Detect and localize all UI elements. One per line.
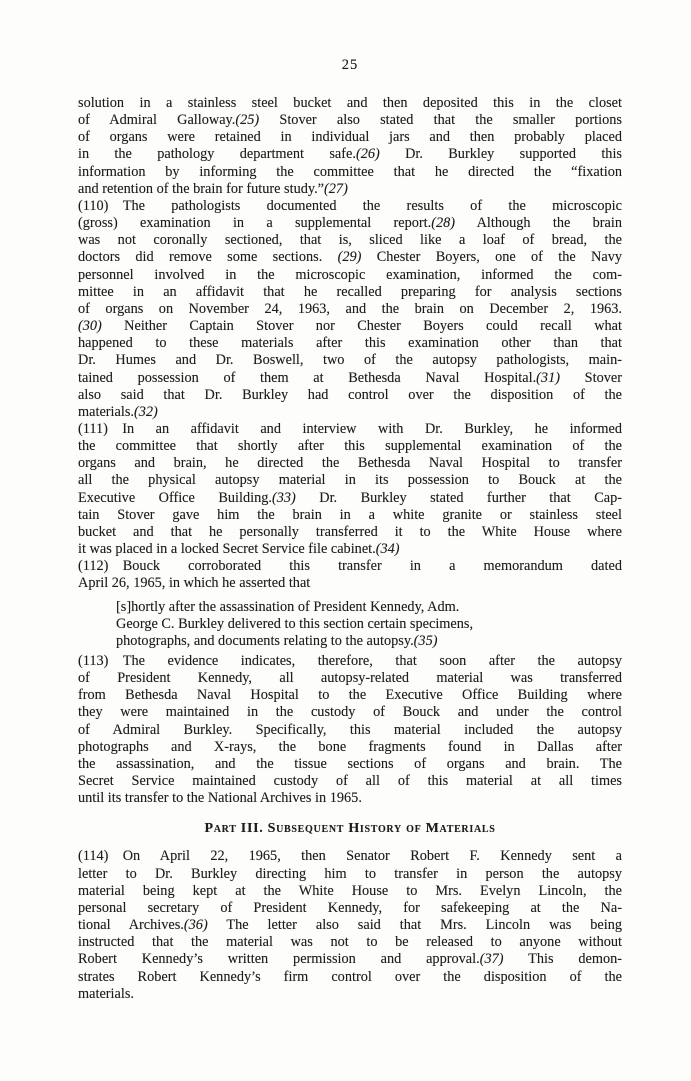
text-line: materials.	[78, 985, 134, 1002]
text-line: happened to these materials after this examination other than that	[78, 335, 622, 352]
text-line: materials.(32)	[78, 403, 158, 420]
citation-number: (36)	[183, 917, 208, 934]
citation-number: (32)	[133, 403, 158, 420]
text-line: (110) The pathologists documented the results of the microscopic	[78, 197, 622, 214]
text-line: letter to Dr. Burkley directing him to transfer in person the autopsy	[78, 865, 622, 882]
text-line: solution in a stainless steel bucket and then deposited this in the closet	[78, 95, 622, 111]
text-line: Executive Office Building.(33) Dr. Burkley stated further that Cap-	[78, 489, 622, 506]
text-line: (112) Bouck corroborated this transfer in a memorandum dated	[78, 558, 622, 575]
text-line: it was placed in a locked Secret Service file cabinet.(34)	[78, 541, 400, 558]
text-line: instructed that the material was not to be released to anyone without	[78, 934, 622, 951]
section-heading: Part III. Subsequent History of Materials	[204, 821, 496, 837]
text-line: was not coronally sectioned, that is, sliced like a loaf of bread, the	[78, 232, 622, 249]
text-line: of President Kennedy, all autopsy-related material was transferred	[78, 670, 622, 687]
block-quote	[78, 599, 622, 650]
text-line: strates Robert Kennedy’s firm control over the disposition of the	[78, 968, 622, 985]
text-line: from Bethesda Naval Hospital to the Executive Office Building where	[78, 687, 622, 704]
text-line: of Admiral Burkley. Specifically, this material included the autopsy	[78, 721, 622, 738]
text-line: doctors did remove some sections. (29) Chester Boyers, one of the Navy	[78, 249, 622, 266]
text-line: until its transfer to the National Archives in 1965.	[78, 790, 362, 807]
citation-number: (29)	[337, 249, 362, 266]
text-line: (113) The evidence indicates, therefore, that soon after the autopsy	[78, 653, 622, 669]
citation-number: (28)	[431, 215, 456, 232]
text-line: (30) Neither Captain Stover nor Chester Boyers could recall what	[78, 318, 622, 335]
text-line: photographs, and documents relating to the autopsy.(35)	[116, 632, 438, 649]
text-line: April 26, 1965, in which he asserted that	[78, 575, 311, 592]
text-line: organs and brain, he directed the Bethesda Naval Hospital to transfer	[78, 455, 622, 472]
text-line: personnel involved in the microscopic examination, informed the com-	[78, 266, 622, 283]
document-body	[78, 95, 622, 1003]
text-line: Robert Kennedy’s written permission and approval.(37) This demon-	[78, 951, 623, 968]
body-paragraph	[78, 848, 622, 1002]
text-line: tain Stover gave him the brain in a white granite or stainless steel	[78, 506, 622, 523]
text-line: (111) In an affidavit and interview with Dr. Burkley, he informed	[78, 420, 622, 437]
text-line: they were maintained in the custody of Bouck and under the control	[78, 704, 622, 721]
citation-number: (35)	[413, 632, 438, 649]
text-line: tional Archives.(36) The letter also said that Mrs. Lincoln was being	[78, 917, 622, 934]
body-paragraph	[78, 421, 622, 558]
text-line: photographs and X-rays, the bone fragments found in Dallas after	[78, 738, 622, 755]
text-line: and retention of the brain for future study.”(27)	[78, 180, 348, 197]
text-line: Secret Service maintained custody of all of this material at all times	[78, 773, 622, 790]
text-line: bucket and that he personally transferred it to the White House where	[78, 523, 622, 540]
text-line: Dr. Humes and Dr. Boswell, two of the autopsy pathologists, main-	[78, 352, 622, 369]
text-line: (gross) examination in a supplemental report.(28) Although the brain	[78, 215, 622, 232]
text-line: (114) On April 22, 1965, then Senator Robert F. Kennedy sent a	[78, 848, 622, 865]
text-line: also said that Dr. Burkley had control over the disposition of the	[78, 386, 622, 403]
citation-number: (30)	[78, 318, 102, 335]
text-line: personal secretary of President Kennedy, for safekeeping at the Na-	[78, 899, 622, 916]
text-line: material being kept at the White House to Mrs. Evelyn Lincoln, the	[78, 882, 622, 899]
citation-number: (25)	[235, 112, 260, 129]
body-paragraph	[78, 653, 622, 807]
text-line: tained possession of them at Bethesda Naval Hospital.(31) Stover	[78, 369, 622, 386]
text-line: the committee that shortly after this supplemental examination of the	[78, 438, 622, 455]
text-line: mittee in an affidavit that he recalled preparing for analysis sections	[78, 283, 622, 300]
citation-number: (31)	[536, 369, 560, 386]
text-line: of organs on November 24, 1963, and the brain on December 2, 1963.	[78, 300, 622, 317]
citation-number: (33)	[271, 489, 296, 506]
text-line: George C. Burkley delivered to this section certain specimens,	[116, 615, 474, 632]
body-paragraph	[78, 558, 622, 592]
citation-number: (37)	[479, 951, 504, 968]
text-line: [s]hortly after the assassination of President Kennedy, Adm.	[116, 598, 460, 615]
text-line: the assassination, and the tissue sections of organs and brain. The	[78, 755, 622, 772]
text-line: information by informing the committee that he directed the “fixation	[78, 163, 622, 180]
text-line: of Admiral Galloway.(25) Stover also stated that the smaller portions	[78, 112, 622, 129]
text-line: of organs were retained in individual jars and then probably placed	[78, 129, 622, 146]
citation-number: (34)	[375, 541, 400, 558]
page-number: 25	[341, 57, 359, 73]
text-line: in the pathology department safe.(26) Dr. Burkley supported this	[78, 146, 622, 163]
text-line: all the physical autopsy material in its possession to Bouck at the	[78, 472, 622, 489]
citation-number: (27)	[324, 180, 348, 197]
body-paragraph	[78, 95, 622, 198]
body-paragraph	[78, 198, 622, 421]
citation-number: (26)	[355, 146, 380, 163]
